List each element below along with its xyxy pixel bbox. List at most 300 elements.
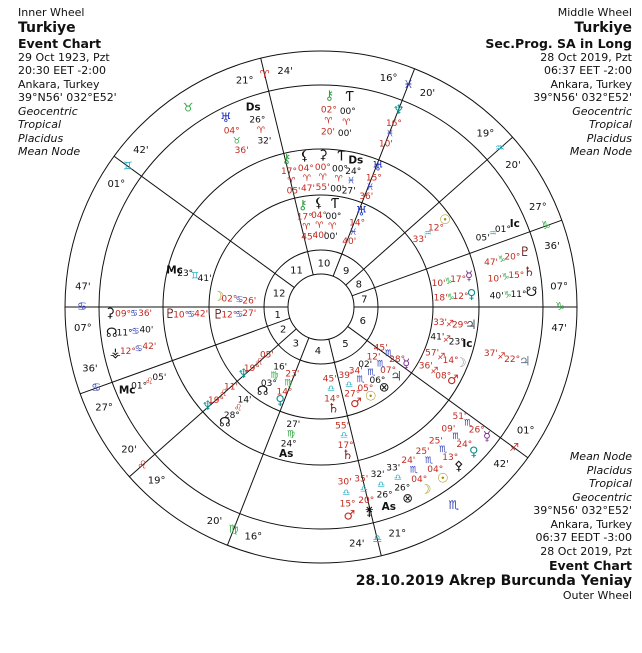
outer-chiron-icon: ⚷: [324, 88, 335, 104]
chart-name: 28.10.2019 Akrep Burcunda Yeniay: [355, 573, 632, 589]
outer-ic-degree: 01°: [494, 224, 511, 235]
chart-coordinates: 39°N56' 032°E52': [18, 91, 117, 104]
outer-juno-minute: 35': [354, 474, 369, 485]
middle-mc: Mc: [166, 264, 183, 277]
inner-chiron-icon: ⚷: [297, 197, 308, 213]
outer-descendant-minute: 32': [257, 136, 272, 147]
inner-moon-degree: 02°: [221, 294, 238, 305]
chart-setting: Geocentric: [572, 104, 632, 118]
outer-mars-icon: ♂: [343, 508, 356, 524]
inner-neptune-degree: 19°: [243, 363, 260, 374]
middle-uranus-degree: 15°: [365, 173, 382, 184]
outer-south-node-degree: 11°: [510, 289, 527, 300]
chart-place: Ankara, Turkey: [18, 77, 100, 91]
middle-saturn-minute: 55': [335, 421, 350, 432]
intercepted-sign-icon: ♉: [182, 100, 194, 115]
inner-uranus-minute: 40': [342, 236, 357, 247]
inner-neptune-icon: ♆: [237, 367, 250, 383]
house-number-2: 2: [279, 324, 287, 336]
outer-aries-point-sign-icon: ♈: [342, 117, 351, 128]
inner-jupiter-sign-icon: ♏: [376, 359, 385, 370]
inner-lilith-minute: 40': [312, 231, 327, 242]
chart-setting: Mean Node: [18, 145, 81, 158]
inner-mercury-sign-icon: ♏: [384, 349, 393, 360]
middle-ascendant-degree: 24°: [280, 439, 297, 450]
middle-ascendant: As: [278, 448, 294, 461]
outer-jupiter-minute: 37': [483, 349, 498, 360]
chart-setting: Geocentric: [572, 490, 632, 504]
outer-pallas-minute: 25': [428, 436, 443, 447]
house-cusp-line-12: [114, 156, 294, 287]
outer-neptune-minute: 10': [378, 139, 393, 150]
middle-jupiter-degree: 29°: [451, 320, 468, 331]
middle-neptune-icon: ♆: [201, 399, 214, 415]
chart-coordinates: 39°N56' 032°E52': [533, 504, 632, 517]
middle-chiron-icon: ⚷: [281, 152, 292, 168]
cusp-8-degree: 27°: [529, 201, 547, 213]
outer-mc-degree: 01°: [131, 381, 148, 392]
outer-sun-minute: 25': [415, 446, 430, 457]
middle-ceres-sign-icon: ♈: [318, 173, 327, 184]
outer-neptune-icon: ♆: [392, 103, 405, 119]
outer-moon-sign-icon: ♏: [409, 465, 418, 476]
middle-saturn-icon: ♄: [341, 447, 354, 463]
house-number-10: 10: [317, 258, 331, 270]
middle-uranus-sign-icon: ♓: [366, 182, 375, 193]
middle-mercury-icon: ☿: [464, 269, 473, 285]
middle-sun-sign-icon: ♒: [423, 229, 432, 240]
chart-setting: Mean Node: [569, 145, 632, 158]
inner-venus-degree: 14°: [276, 387, 293, 398]
middle-north-node-icon: ☊: [219, 415, 231, 431]
chart-time: 20:30 EET -2:00: [18, 64, 106, 77]
chart-setting: Tropical: [588, 118, 632, 131]
inner-mars-sign-icon: ♎: [344, 380, 353, 391]
inner-moon-icon: ☽: [212, 289, 225, 305]
inner-lilith-sign-icon: ♈: [315, 221, 324, 232]
outer-vesta-icon: ⚶: [109, 346, 121, 362]
outer-ic-minute: 05': [475, 233, 490, 244]
chart-place: Ankara, Turkey: [550, 77, 632, 91]
cusp-9-minute: 20': [505, 159, 521, 171]
outer-ceres-sign-icon: ♋: [130, 309, 139, 320]
inner-sun-icon: ☉: [364, 389, 377, 405]
middle-descendant-degree: 24°: [345, 166, 362, 177]
inner-venus-sign-icon: ♍: [284, 378, 293, 389]
chart-place: Ankara, Turkey: [550, 517, 632, 531]
cusp-6-sign-icon: ♐: [509, 440, 520, 454]
middle-aries-point-degree: 00°: [331, 164, 348, 175]
inner-pluto-degree: 12°: [221, 310, 238, 321]
outer-moon-icon: ☽: [419, 482, 432, 498]
cusp-7-degree: 07°: [550, 281, 568, 293]
house-number-1: 1: [274, 309, 281, 321]
outer-north-node-minute: 40': [139, 325, 154, 336]
chart-setting: Geocentric: [18, 104, 78, 118]
outer-vesta-degree: 12°: [119, 347, 136, 358]
inner-part-of-fortune-sign-icon: ♏: [367, 367, 376, 378]
outer-descendant: Ds: [245, 101, 261, 114]
middle-saturn-sign-icon: ♎: [339, 431, 348, 442]
cusp-7-sign-icon: ♑: [555, 300, 565, 314]
middle-mercury-minute: 10': [431, 279, 446, 290]
middle-uranus-icon: ♅: [372, 159, 384, 175]
chart-type: Event Chart: [548, 558, 632, 573]
outer-neptune-degree: 16°: [385, 119, 402, 130]
house-number-12: 12: [272, 288, 286, 300]
outer-moon-minute: 24': [401, 456, 416, 467]
chart-setting: Mean Node: [569, 450, 632, 463]
middle-north-node-degree: 28°: [223, 411, 240, 422]
inner-chiron-minute: 45': [301, 232, 316, 243]
cusp-10-sign-icon: ♓: [403, 77, 414, 91]
cusp-2-minute: 36': [82, 363, 98, 375]
inner-north-node-icon: ☊: [256, 384, 269, 400]
cusp-5-minute: 24': [349, 538, 365, 550]
inner-chiron-sign-icon: ♈: [302, 222, 311, 233]
outer-uranus-minute: 36': [234, 146, 249, 157]
middle-lilith-icon: ⚸: [299, 149, 310, 165]
outer-ceres-icon: ⚳: [105, 305, 115, 321]
outer-aries-point-icon: Ƭ: [345, 90, 354, 106]
house-number-4: 4: [314, 346, 322, 358]
inner-neptune-sign-icon: ♌: [255, 357, 264, 368]
chart-setting: Placidus: [586, 463, 632, 477]
chart-type: Sec.Prog. SA in Long: [485, 35, 632, 51]
cusp-1-minute: 47': [75, 281, 91, 293]
inner-pluto-minute: 27': [242, 309, 257, 320]
cusp-8-minute: 36': [544, 241, 560, 253]
inner-saturn-degree: 14°: [324, 394, 341, 405]
outer-descendant-degree: 26°: [249, 115, 266, 126]
chart-setting: Tropical: [18, 118, 62, 131]
inner-aries-point-icon: Ƭ: [330, 197, 339, 213]
chart-setting: Placidus: [18, 131, 64, 145]
middle-lilith-minute: 47': [301, 183, 315, 194]
outer-chiron-minute: 20': [321, 127, 335, 138]
outer-aries-point-minute: 00': [337, 128, 352, 139]
inner-jupiter-icon: ♃: [390, 369, 402, 385]
outer-juno-degree: 20°: [358, 495, 375, 506]
outer-uranus-degree: 04°: [223, 126, 240, 137]
outer-jupiter-degree: 22°: [504, 354, 521, 365]
cusp-5-degree: 21°: [388, 528, 407, 540]
outer-south-node-minute: 40': [489, 291, 504, 302]
outer-moon-degree: 04°: [411, 475, 428, 486]
middle-pluto-sign-icon: ♋: [187, 309, 196, 320]
middle-pluto-degree: 10°: [173, 310, 190, 321]
middle-descendant-sign-icon: ♓: [346, 176, 356, 187]
cusp-11-minute: 24': [277, 65, 293, 77]
middle-sun-minute: 33': [412, 234, 427, 245]
outer-part-of-fortune-degree: 26°: [394, 483, 411, 494]
chart-time: 06:37 EEDT -3:00: [535, 531, 632, 544]
inner-north-node-sign-icon: ♍: [270, 370, 279, 381]
cusp-12-minute: 42': [133, 145, 149, 157]
outer-south-node-icon: ☋: [525, 284, 538, 300]
outer-mc-minute: 05': [152, 372, 167, 383]
outer-juno-icon: ⚵: [364, 504, 375, 520]
middle-ic-sign-icon: ♐: [443, 334, 452, 345]
middle-moon-degree: 14°: [442, 356, 459, 367]
outer-ic: Ic: [509, 217, 520, 230]
house-number-6: 6: [359, 315, 367, 327]
chart-setting: Tropical: [588, 477, 632, 490]
cusp-6-minute: 42': [493, 459, 509, 471]
inner-uranus-icon: ♅: [355, 204, 368, 220]
inner-mars-degree: 27°: [344, 389, 361, 400]
cusp-4-sign-icon: ♍: [228, 522, 239, 536]
inner-mercury-degree: 28°: [389, 354, 406, 365]
middle-moon-icon: ☽: [454, 356, 467, 372]
middle-mercury-sign-icon: ♑: [444, 277, 453, 288]
middle-mc-sign-icon: ♊: [190, 271, 199, 282]
inner-moon-sign-icon: ♋: [235, 295, 244, 306]
outer-mercury-degree: 26°: [468, 425, 485, 436]
outer-pallas-sign-icon: ♏: [439, 444, 448, 455]
cusp-1-degree: 07°: [74, 323, 92, 335]
outer-saturn-minute: 10': [487, 274, 502, 285]
outer-mercury-icon: ☿: [482, 429, 491, 445]
middle-ic-minute: 41': [430, 332, 445, 343]
cusp-1-sign-icon: ♋: [77, 300, 87, 314]
cusp-2-sign-icon: ♋: [91, 381, 102, 395]
chart-date: 28 Oct 2019, Pzt: [540, 50, 632, 64]
inner-north-node-minute: 16': [273, 362, 288, 373]
middle-jupiter-icon: ♃: [465, 317, 477, 333]
outer-uranus-icon: ♅: [219, 110, 232, 126]
outer-jupiter-sign-icon: ♐: [497, 352, 506, 363]
cusp-11-degree: 21°: [235, 75, 254, 87]
middle-neptune-minute: 11': [224, 382, 238, 393]
chart-name: Turkiye: [574, 19, 632, 36]
intercepted-sign-icon: ♏: [448, 497, 460, 512]
middle-mars-sign-icon: ♐: [430, 366, 439, 377]
inner-part-of-fortune-minute: 02': [358, 360, 373, 371]
wheel-position-label: Inner Wheel: [18, 6, 85, 19]
inner-mars-minute: 39': [338, 370, 353, 381]
inner-venus-minute: 23': [285, 369, 300, 380]
outer-mars-minute: 30': [337, 477, 352, 488]
inner-part-of-fortune-icon: ⊗: [378, 380, 390, 396]
middle-moon-sign-icon: ♐: [437, 352, 446, 363]
outer-venus-sign-icon: ♏: [452, 432, 461, 443]
outer-ceres-degree: 09°: [115, 309, 132, 320]
middle-pluto-icon: ♇: [164, 306, 177, 322]
inner-sun-sign-icon: ♏: [356, 375, 365, 386]
middle-pluto-minute: 42': [194, 309, 209, 320]
middle-chiron-sign-icon: ♈: [287, 176, 296, 187]
cusp-9-sign-icon: ♒: [494, 141, 505, 155]
middle-moon-minute: 57': [425, 348, 440, 359]
chart-date: 29 Oct 1923, Pzt: [18, 50, 110, 64]
middle-mercury-degree: 17°: [450, 275, 467, 286]
outer-descendant-sign-icon: ♈: [256, 126, 265, 137]
middle-saturn-degree: 17°: [337, 441, 354, 452]
cusp-7-minute: 47': [551, 323, 567, 335]
chart-type: Event Chart: [18, 35, 102, 51]
outer-saturn-sign-icon: ♑: [501, 272, 510, 283]
cusp-3-sign-icon: ♌: [137, 458, 148, 472]
wheel-position-label: Outer Wheel: [562, 589, 632, 602]
cusp-4-minute: 20': [206, 516, 223, 528]
cusp-9-degree: 19°: [476, 128, 495, 140]
house-number-9: 9: [343, 266, 350, 278]
outer-venus-minute: 09': [441, 424, 456, 435]
chart-setting: Placidus: [586, 131, 632, 145]
inner-mars-icon: ♂: [350, 396, 362, 412]
outer-neptune-sign-icon: ♓: [385, 129, 394, 140]
outer-north-node-degree: 11°: [116, 328, 133, 339]
wheel-circle: [288, 274, 354, 340]
outer-ceres-minute: 36': [138, 308, 153, 319]
middle-north-node-minute: 14': [237, 395, 252, 406]
middle-sun-degree: 12°: [428, 223, 444, 234]
cusp-3-minute: 20': [121, 444, 137, 456]
middle-wheel-info: [485, 6, 632, 159]
outer-saturn-degree: 15°: [508, 270, 525, 281]
outer-mercury-minute: 51': [452, 411, 467, 422]
wheel-position-label: Middle Wheel: [557, 6, 632, 19]
cusp-12-sign-icon: ♊: [122, 159, 133, 173]
middle-aries-point-icon: Ƭ: [337, 149, 346, 165]
outer-south-node-sign-icon: ♑: [503, 290, 512, 301]
middle-lilith-sign-icon: ♈: [302, 173, 311, 184]
inner-uranus-degree: 14°: [349, 218, 366, 229]
inner-chiron-degree: 17°: [296, 212, 313, 223]
middle-jupiter-sign-icon: ♐: [445, 319, 455, 330]
outer-ascendant-degree: 26°: [376, 490, 393, 501]
middle-chiron-minute: 05': [286, 186, 301, 197]
inner-saturn-icon: ♄: [327, 401, 340, 417]
outer-sun-degree: 04°: [427, 464, 444, 475]
middle-ceres-minute: 55': [315, 183, 330, 194]
outer-part-of-fortune-minute: 33': [386, 463, 401, 474]
cusp-5-sign-icon: ♎: [372, 532, 383, 546]
outer-venus-icon: ♀: [468, 444, 479, 460]
middle-mc-minute: 41': [197, 273, 212, 284]
inner-aries-point-minute: 00': [323, 231, 338, 242]
outer-saturn-icon: ♄: [523, 264, 536, 280]
middle-descendant: Ds: [348, 154, 364, 167]
outer-vesta-minute: 42': [142, 342, 157, 353]
inner-uranus-sign-icon: ♓: [349, 227, 358, 238]
house-number-3: 3: [292, 338, 299, 350]
cusp-6-degree: 01°: [516, 425, 535, 437]
inner-part-of-fortune-degree: 06°: [369, 375, 386, 386]
middle-mars-degree: 08°: [435, 371, 452, 382]
outer-mc-sign-icon: ♌: [145, 377, 154, 388]
middle-sun-icon: ☉: [439, 213, 451, 229]
middle-neptune-degree: 19°: [208, 395, 224, 406]
outer-part-of-fortune-sign-icon: ♎: [393, 473, 402, 484]
middle-uranus-minute: 36': [359, 192, 374, 203]
middle-ic: Ic: [462, 337, 473, 350]
middle-ic-degree: 23°: [448, 337, 465, 348]
outer-chiron-degree: 02°: [320, 105, 337, 116]
middle-descendant-minute: 27': [341, 186, 356, 197]
chart-time: 06:37 EET -2:00: [544, 64, 632, 77]
house-number-7: 7: [361, 294, 368, 306]
middle-mars-minute: 36': [418, 361, 433, 372]
inner-neptune-minute: 05': [259, 350, 274, 361]
middle-ceres-icon: ⚳: [318, 148, 328, 164]
outer-pallas-degree: 13°: [442, 453, 459, 464]
outer-mc: Mc: [118, 384, 136, 397]
inner-pluto-icon: ♇: [212, 307, 225, 323]
house-number-11: 11: [290, 265, 303, 277]
inner-saturn-sign-icon: ♎: [326, 384, 335, 395]
inner-venus-icon: ♀: [275, 393, 285, 409]
middle-lilith-degree: 04°: [297, 164, 314, 175]
middle-mars-icon: ♂: [447, 372, 459, 388]
outer-ascendant-sign-icon: ♎: [377, 480, 386, 491]
cusp-4-degree: 16°: [244, 531, 263, 543]
outer-pluto-minute: 47': [484, 257, 499, 268]
outer-jupiter-icon: ♃: [518, 354, 531, 370]
inner-mercury-minute: 45': [373, 343, 388, 354]
cusp-12-degree: 01°: [107, 178, 126, 190]
inner-wheel-info: [18, 6, 117, 159]
outer-ascendant-minute: 32': [370, 469, 385, 480]
cusp-2-degree: 27°: [95, 402, 113, 414]
outer-pallas-icon: ⚴: [453, 459, 464, 475]
outer-pluto-degree: 20°: [504, 252, 521, 263]
outer-mars-sign-icon: ♎: [342, 488, 351, 499]
cusp-10-minute: 20': [419, 88, 436, 100]
outer-sun-icon: ☉: [436, 471, 449, 487]
middle-venus-sign-icon: ♑: [446, 292, 455, 303]
chart-coordinates: 39°N56' 032°E52': [533, 91, 632, 104]
chart-name: Turkiye: [18, 19, 76, 36]
middle-chiron-degree: 17°: [281, 166, 297, 177]
inner-jupiter-minute: 12': [366, 352, 381, 363]
inner-jupiter-degree: 07°: [380, 366, 397, 377]
middle-mc-degree: 23°: [177, 269, 194, 280]
middle-venus-degree: 12°: [452, 292, 469, 303]
outer-north-node-sign-icon: ♋: [131, 327, 140, 338]
inner-sun-minute: 34': [348, 366, 363, 377]
cusp-3-degree: 19°: [147, 475, 166, 487]
outer-pluto-sign-icon: ♑: [497, 255, 506, 266]
middle-north-node-sign-icon: ♌: [234, 403, 243, 414]
house-number-5: 5: [342, 338, 349, 350]
cusp-8-sign-icon: ♑: [540, 219, 551, 233]
middle-aries-point-minute: 00': [330, 184, 345, 195]
inner-aries-point-sign-icon: ♈: [328, 221, 337, 232]
middle-ceres-degree: 00°: [314, 163, 331, 174]
house-number-8: 8: [355, 279, 363, 291]
outer-aries-point-degree: 00°: [339, 107, 356, 118]
middle-ascendant-sign-icon: ♍: [286, 429, 296, 440]
outer-part-of-fortune-icon: ⊗: [402, 491, 414, 507]
outer-pluto-icon: ♇: [519, 244, 531, 260]
cusp-11-sign-icon: ♈: [259, 67, 270, 81]
outer-ic-sign-icon: ♒: [488, 229, 497, 240]
inner-lilith-icon: ⚸: [314, 196, 324, 212]
chart-date: 28 Oct 2019, Pzt: [540, 544, 632, 558]
outer-venus-degree: 24°: [456, 439, 473, 450]
inner-sun-degree: 05°: [357, 383, 374, 394]
outer-north-node-icon: ☊: [105, 326, 118, 342]
inner-saturn-minute: 45': [322, 374, 337, 385]
inner-lilith-degree: 04°: [311, 211, 328, 222]
inner-pluto-sign-icon: ♋: [235, 309, 244, 320]
inner-moon-minute: 26': [242, 296, 257, 307]
middle-ascendant-minute: 27': [286, 419, 301, 430]
cusp-10-degree: 16°: [379, 72, 398, 84]
outer-mercury-sign-icon: ♏: [464, 418, 473, 429]
